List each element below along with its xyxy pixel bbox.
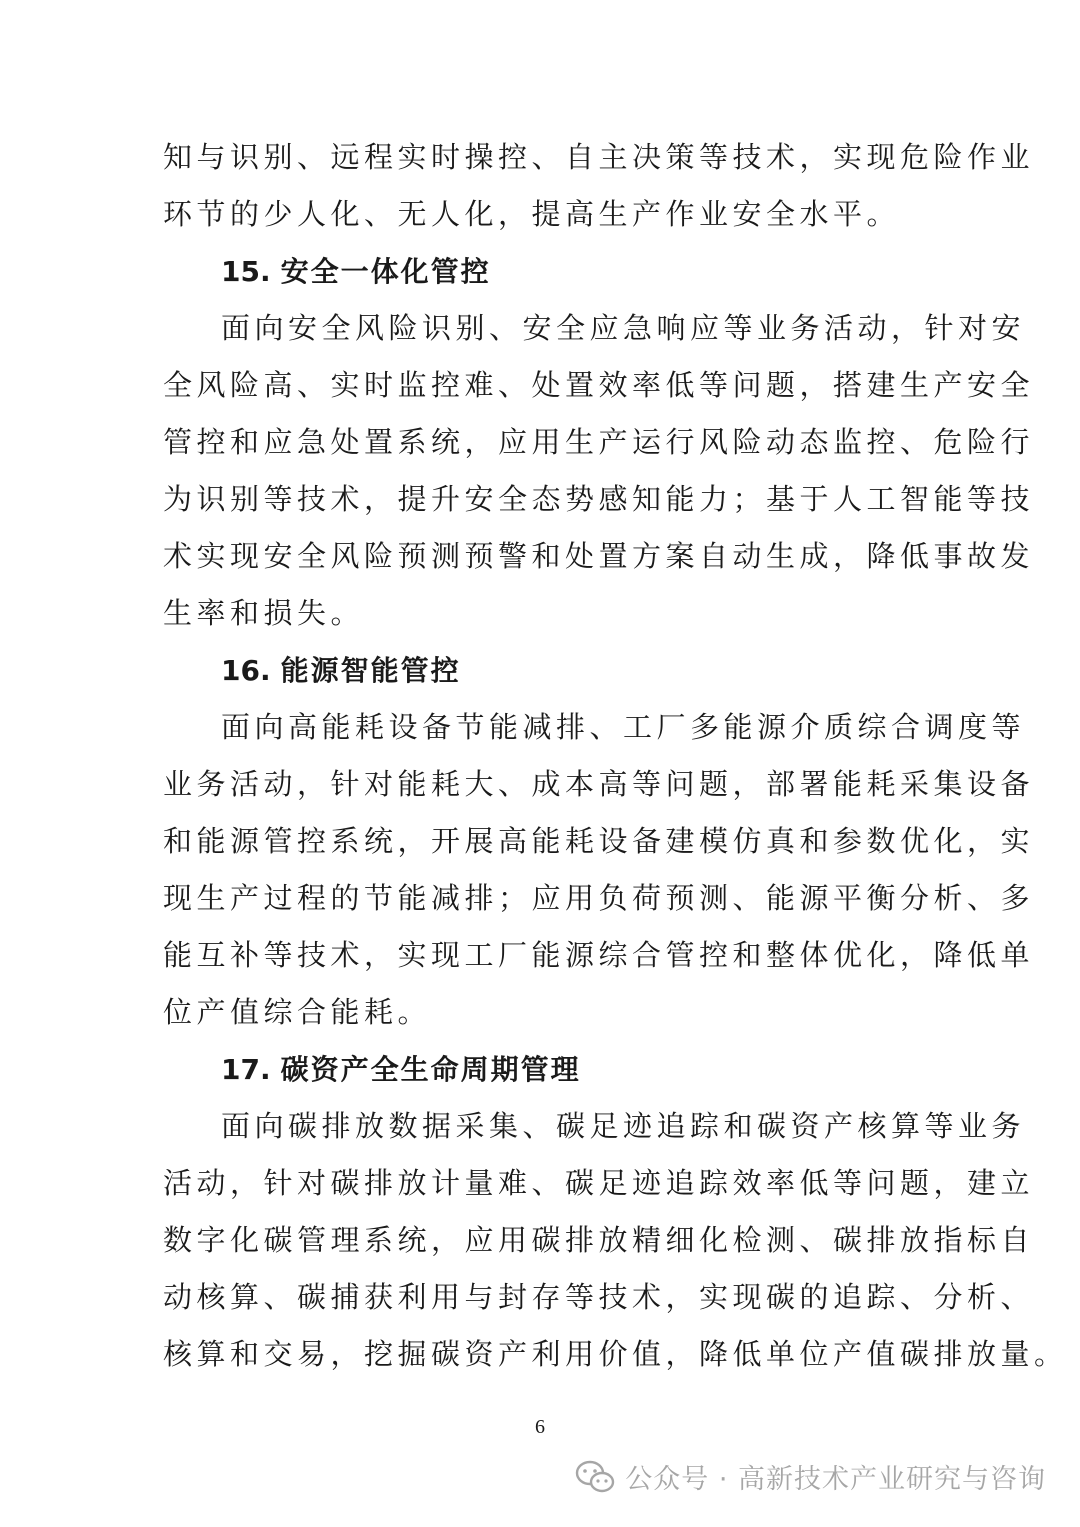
section-number: 16. bbox=[221, 654, 271, 687]
section-heading bbox=[163, 642, 920, 699]
body-line: 全风险高、实时监控难、处置效率低等问题，搭建生产安全 bbox=[163, 368, 1035, 402]
section-heading bbox=[163, 1041, 920, 1098]
section-title: 安全一体化管控 bbox=[280, 255, 491, 288]
body-line: 位产值综合能耗。 bbox=[163, 995, 432, 1029]
body-line: 面向碳排放数据采集、碳足迹追踪和碳资产核算等业务 bbox=[221, 1109, 1026, 1143]
watermark-text: 公众号 · 高新技术产业研究与咨询 bbox=[625, 1464, 1046, 1495]
wechat-icon bbox=[575, 1460, 615, 1494]
body-line: 术实现安全风险预测预警和处置方案自动生成，降低事故发 bbox=[163, 539, 1035, 573]
body-line: 面向高能耗设备节能减排、工厂多能源介质综合调度等 bbox=[221, 710, 1026, 744]
body-line: 核算和交易，挖掘碳资产利用价值，降低单位产值碳排放量。 bbox=[163, 1337, 1068, 1371]
section-title: 能源智能管控 bbox=[280, 654, 461, 687]
body-line: 活动，针对碳排放计量难、碳足迹追踪效率低等问题，建立 bbox=[163, 1166, 1035, 1200]
body-line: 和能源管控系统，开展高能耗设备建模仿真和参数优化，实 bbox=[163, 824, 1035, 858]
page-number: 6 bbox=[535, 1416, 545, 1438]
document-body bbox=[163, 129, 1068, 1383]
body-line: 能互补等技术，实现工厂能源综合管控和整体优化，降低单 bbox=[163, 938, 1035, 972]
body-line: 现生产过程的节能减排；应用负荷预测、能源平衡分析、多 bbox=[163, 881, 1035, 915]
section-number: 17. bbox=[221, 1053, 271, 1086]
body-line: 生率和损失。 bbox=[163, 596, 365, 630]
body-line: 管控和应急处置系统，应用生产运行风险动态监控、危险行 bbox=[163, 425, 1035, 459]
body-line: 数字化碳管理系统，应用碳排放精细化检测、碳排放指标自 bbox=[163, 1223, 1035, 1257]
body-line: 业务活动，针对能耗大、成本高等问题，部署能耗采集设备 bbox=[163, 767, 1035, 801]
body-line: 环节的少人化、无人化，提高生产作业安全水平。 bbox=[163, 197, 901, 231]
section-number: 15. bbox=[221, 255, 271, 288]
body-line: 面向安全风险识别、安全应急响应等业务活动，针对安 bbox=[221, 311, 1026, 345]
body-line: 知与识别、远程实时操控、自主决策等技术，实现危险作业 bbox=[163, 140, 1035, 174]
section-heading bbox=[163, 243, 920, 300]
body-line: 为识别等技术，提升安全态势感知能力；基于人工智能等技 bbox=[163, 482, 1035, 516]
watermark bbox=[575, 1457, 1046, 1496]
body-line: 动核算、碳捕获利用与封存等技术，实现碳的追踪、分析、 bbox=[163, 1280, 1035, 1314]
section-title: 碳资产全生命周期管理 bbox=[280, 1053, 581, 1086]
